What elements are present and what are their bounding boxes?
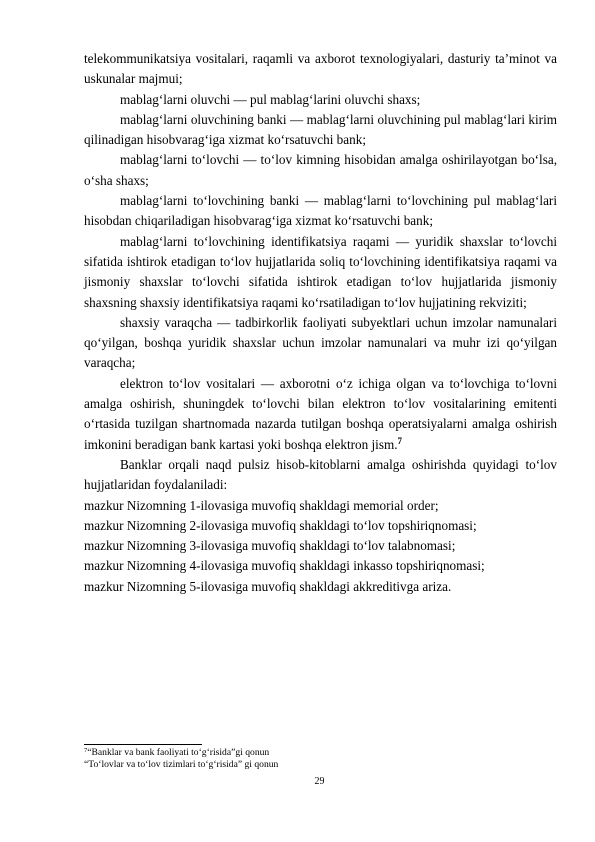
paragraph-8	[84, 374, 557, 455]
list-item-2: mazkur Nizomning 2-ilovasiga muvofiq shakldagi to‘lov topshiriqnomasi;	[84, 517, 477, 533]
paragraph-2: mablag‘larni oluvchi — pul mablag‘larini oluvchi shaxs;	[120, 91, 421, 107]
paragraph-7: shaxsiy varaqcha — tadbirkorlik faoliyati subyektlari uchun imzolar namunalari qo‘yilgan, boshqa yuridik shaxslar uchun imzolar namunalari va muhr izi qo‘yilgan varaqcha;	[84, 314, 557, 371]
footnotes	[84, 747, 557, 771]
list-item-1: mazkur Nizomning 1-ilovasiga muvofiq shakldagi memorial order;	[84, 497, 439, 513]
paragraph-6: mablag‘larni to‘lovchining identifikatsiya raqami — yuridik shaxslar to‘lovchi sifatida ishtirok etadigan to‘lov hujjatlarida soliq to‘lovchining identifikatsiya raqami va jismoniy shaxslar to‘lovchi sifatida ishtirok etadigan to‘lov hujjatlarida jismoniy shaxsning shaxsiy identifikatsiya raqami ko‘rsatiladigan to‘lov hujjatining rekviziti;	[84, 233, 557, 310]
footnote-2: “To‘lovlar va to‘lov tizimlari to‘g‘risida” gi qonun	[84, 759, 279, 771]
main-text	[84, 49, 557, 597]
footnote-reference[interactable]: 7	[397, 435, 403, 446]
footnote-divider	[84, 744, 202, 745]
paragraph-4: mablag‘larni to‘lovchi — to‘lov kimning hisobidan amalga oshirilayotgan bo‘lsa, o‘sha shaxs;	[84, 152, 557, 188]
paragraph-3: mablag‘larni oluvchining banki — mablag‘larni oluvchining pul mablag‘lari kirim qilinadigan hisobvarag‘iga xizmat ko‘rsatuvchi bank;	[84, 111, 557, 148]
list-item-4: mazkur Nizomning 4-ilovasiga muvofiq shakldagi inkasso topshiriqnomasi;	[84, 558, 485, 574]
footnote-1-text: “Banklar va bank faoliyati to‘g‘risida”gi qonun	[87, 747, 270, 758]
footnote-1	[84, 747, 557, 759]
paragraph-5: mablag‘larni to‘lovchining banki — mablag‘larni to‘lovchining pul mablag‘lari hisobdan chiqariladigan hisobvarag‘iga xizmat ko‘rsatuvchi bank;	[84, 193, 557, 229]
page-number: 29	[314, 776, 325, 787]
list-item-3: mazkur Nizomning 3-ilovasiga muvofiq shakldagi to‘lov talabnomasi;	[84, 538, 456, 554]
paragraph-9: Banklar orqali naqd pulsiz hisob-kitoblarni amalga oshirishda quyidagi to‘lov hujjatlaridan foydalaniladi:	[84, 456, 557, 493]
footnote-mark: 7	[84, 747, 88, 754]
list-item-5: mazkur Nizomning 5-ilovasiga muvofiq shakldagi akkreditivga ariza.	[84, 578, 452, 594]
paragraph-8-text: elektron to‘lov vositalari — axborotni o‘z ichiga olgan va to‘lovchiga to‘lovni amalga oshirish, shuningdek to‘lovchi bilan elektron to‘lov vositalarining emitenti o‘rtasida tuzilgan shartnomada nazarda tutilgan boshqa operatsiyalarni amalga oshirish imkonini beradigan bank kartasi yoki boshqa elektron jism.	[84, 375, 557, 452]
paragraph-1: telekommunikatsiya vositalari, raqamli va axborot texnologiyalari, dasturiy ta’minot va uskunalar majmui;	[84, 51, 557, 87]
